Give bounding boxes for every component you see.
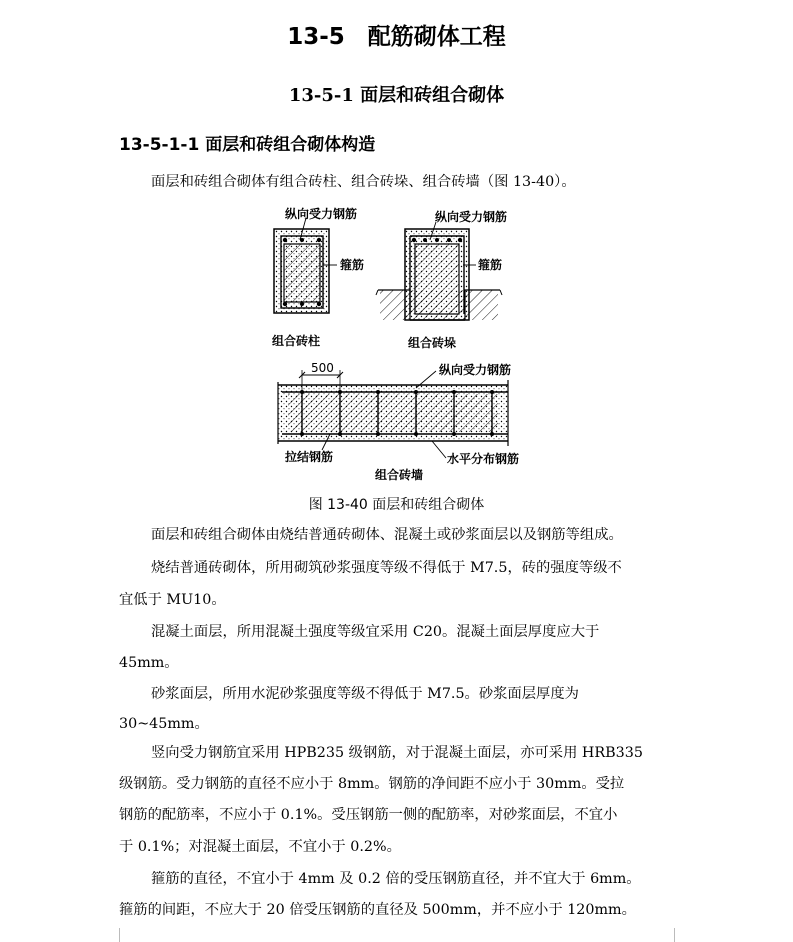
- paragraph-line: 竖向受力钢筋宜采用 HPB235 级钢筋，对于混凝土面层，亦可采用 HRB335: [151, 745, 643, 761]
- paragraph-line: 30~45mm。: [119, 716, 209, 732]
- column-stirrup-label: 箍筋: [340, 258, 365, 272]
- composite-wall-diagram: [278, 370, 508, 458]
- paragraph-line: 面层和砖组合砌体由烧结普通砖砌体、混凝土或砂浆面层以及钢筋等组成。: [151, 527, 623, 543]
- figure-caption: 图 13-40 面层和砖组合砌体: [308, 497, 485, 513]
- section-title: 13-5-1 面层和砖组合砌体: [288, 85, 505, 106]
- page-corner-mark-right: [674, 928, 695, 942]
- column-name-label: 组合砖柱: [272, 334, 321, 348]
- paragraph-line: 45mm。: [119, 655, 179, 671]
- wall-name-label: 组合砖墙: [375, 468, 424, 482]
- paragraph-line: 箍筋的直径，不宜小于 4mm 及 0.2 倍的受压钢筋直径，并不宜大于 6mm。: [151, 871, 641, 887]
- pier-name-label: 组合砖垛: [408, 336, 457, 350]
- subsection-title: 13-5-1-1 面层和砖组合砌体构造: [119, 135, 376, 155]
- page-corner-mark-left: [99, 928, 120, 942]
- paragraph-line: 砂浆面层，所用水泥砂浆强度等级不得低于 M7.5。砂浆面层厚度为: [151, 686, 579, 702]
- paragraph-line: 钢筋的配筋率，不应小于 0.1%。受压钢筋一侧的配筋率，对砂浆面层，不宜小: [119, 807, 618, 823]
- wall-rebar-label: 纵向受力钢筋: [439, 363, 512, 377]
- horizontal-bar-label: 水平分布钢筋: [447, 452, 520, 466]
- spacing-dimension: 500: [311, 361, 334, 375]
- pier-rebar-label: 纵向受力钢筋: [435, 210, 508, 224]
- pier-stirrup-label: 箍筋: [478, 258, 503, 272]
- paragraph-line: 混凝土面层，所用混凝土强度等级宜采用 C20。混凝土面层厚度应大于: [151, 624, 600, 640]
- paragraph-line: 级钢筋。受力钢筋的直径不应小于 8mm。钢筋的净间距不应小于 30mm。受拉: [119, 776, 625, 792]
- paragraph-line: 于 0.1%；对混凝土面层，不宜小于 0.2%。: [119, 839, 401, 855]
- composite-column-diagram: [274, 218, 337, 313]
- paragraph-line: 烧结普通砖砌体，所用砌筑砂浆强度等级不得低于 M7.5，砖的强度等级不: [151, 560, 622, 576]
- paragraph-line: 箍筋的间距，不应大于 20 倍受压钢筋的直径及 500mm，并不应小于 120mm。: [119, 902, 636, 918]
- figure-13-40: [260, 200, 540, 490]
- column-rebar-label: 纵向受力钢筋: [285, 207, 358, 221]
- chapter-title: 13-5 配筋砌体工程: [287, 24, 506, 50]
- tie-bar-label: 拉结钢筋: [285, 450, 334, 464]
- paragraph-line: 宜低于 MU10。: [119, 592, 226, 608]
- intro-paragraph: 面层和砖组合砌体有组合砖柱、组合砖垛、组合砖墙（图 13-40）。: [151, 174, 576, 190]
